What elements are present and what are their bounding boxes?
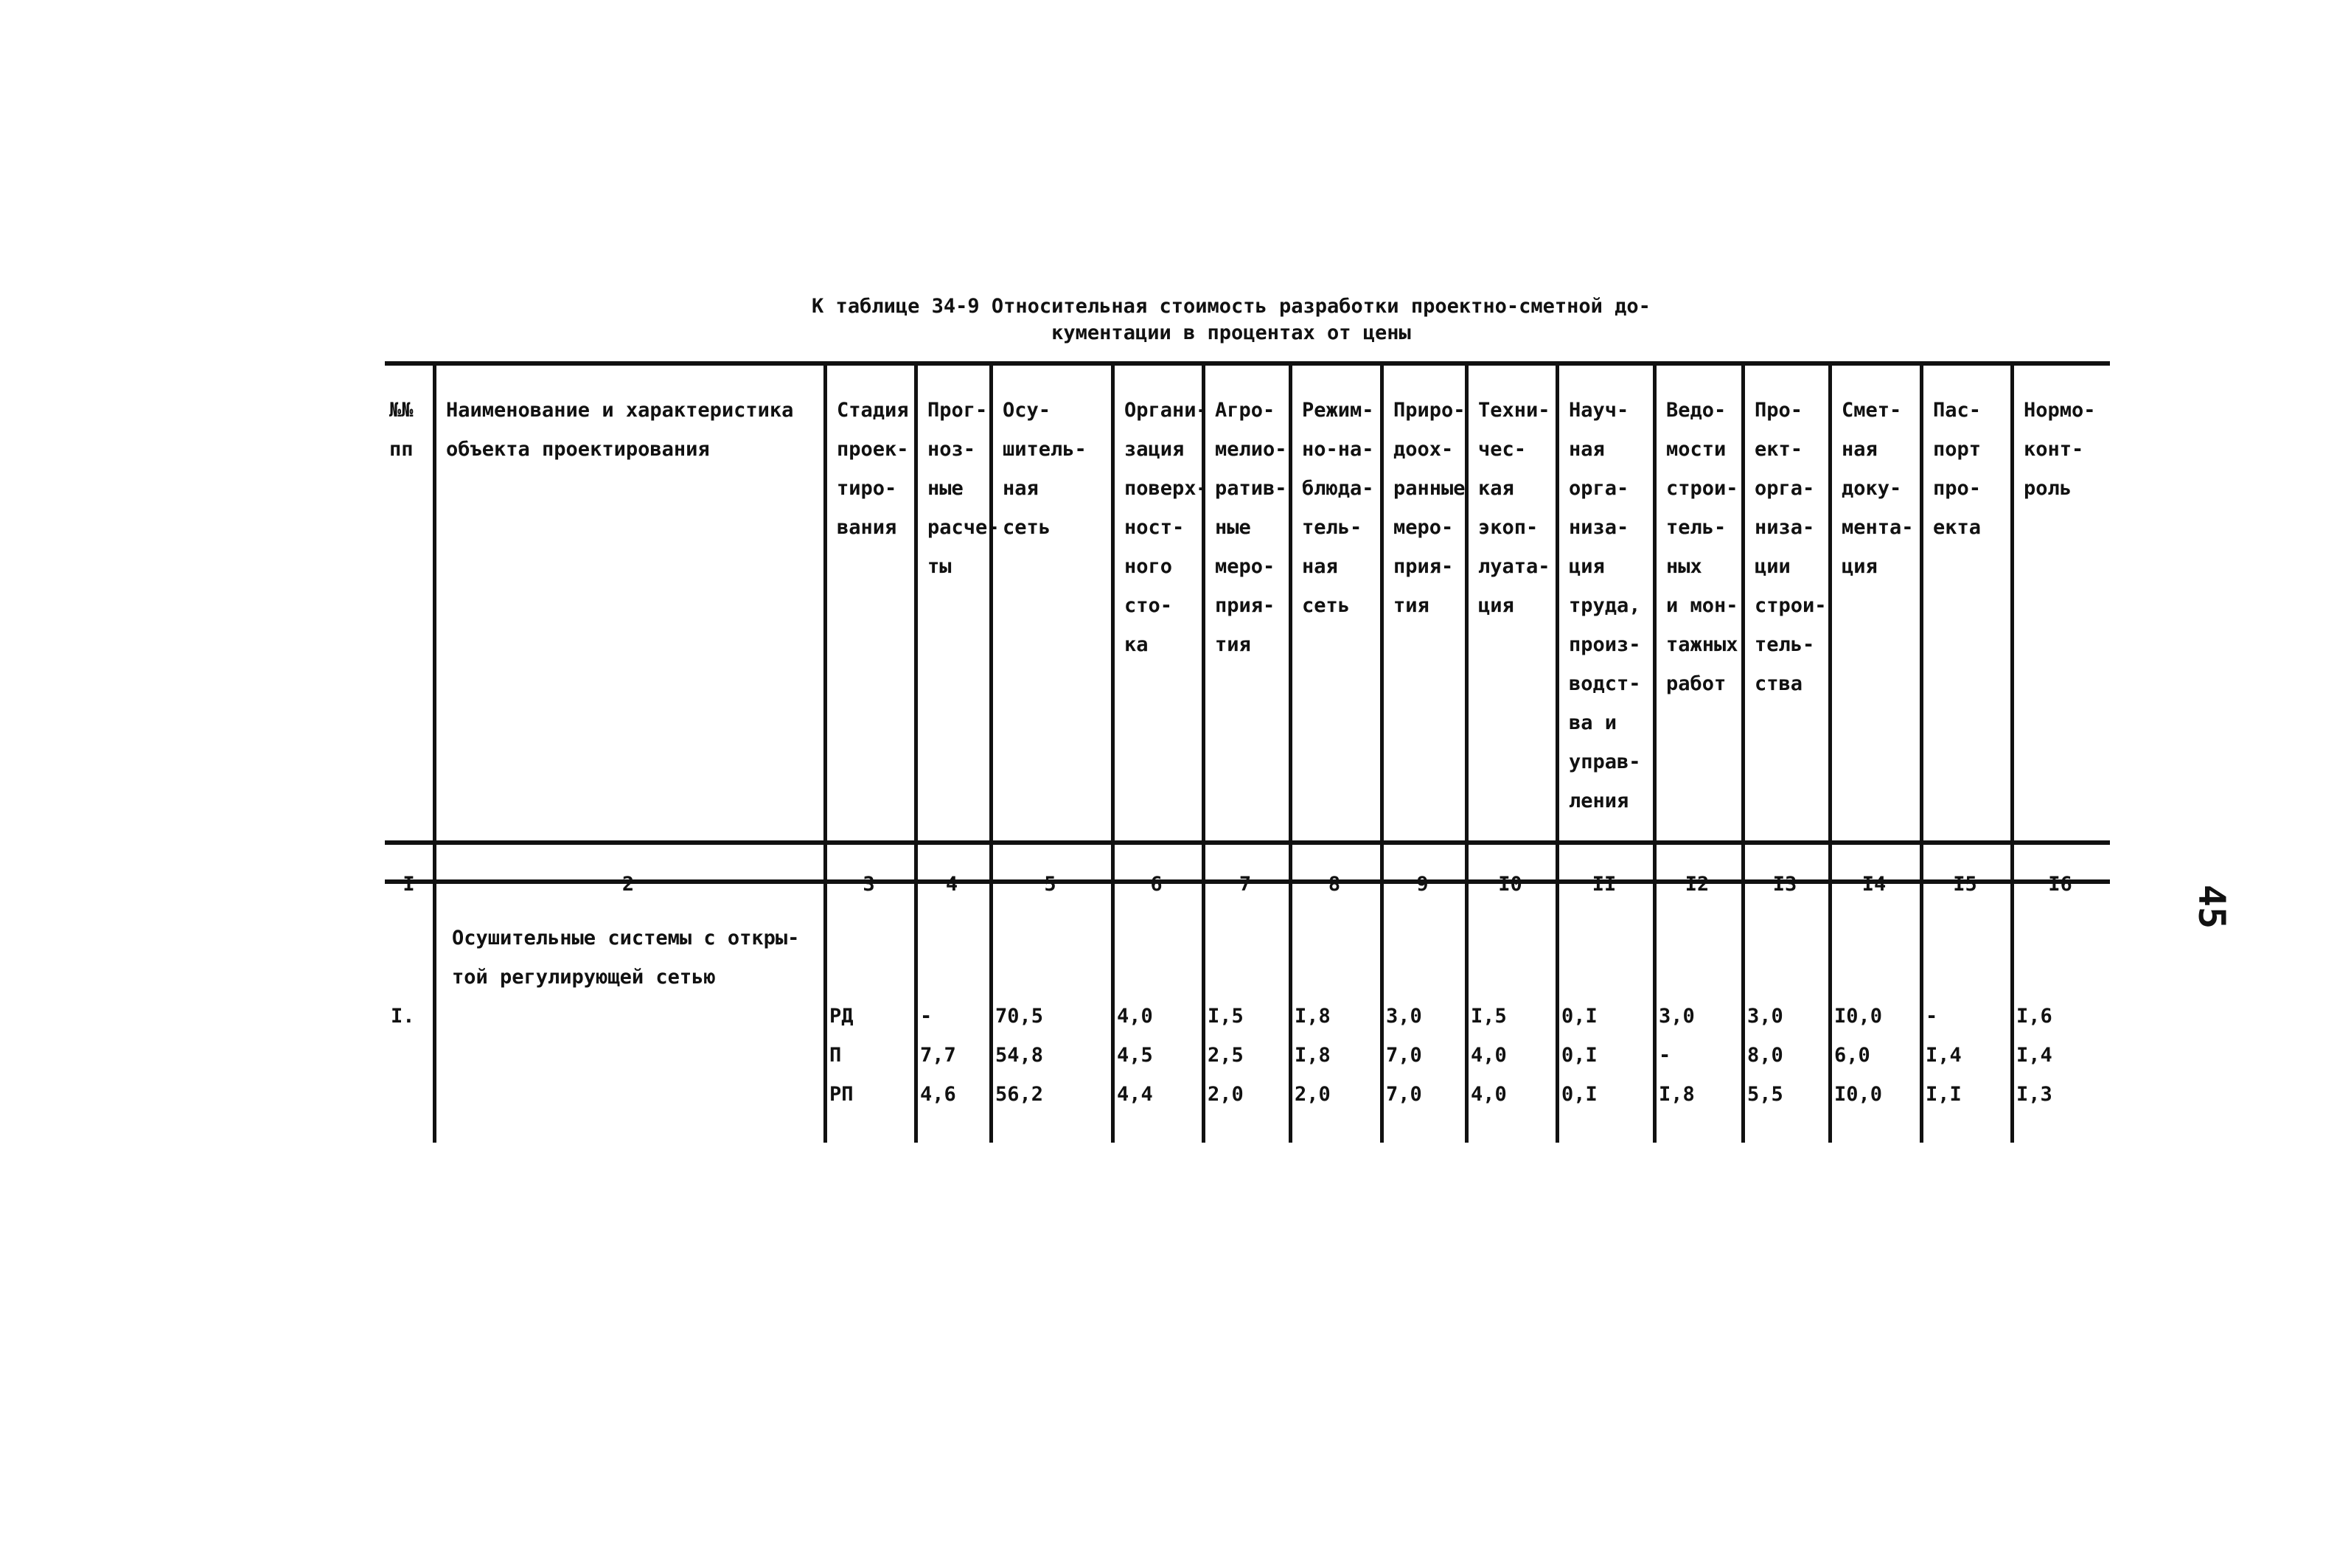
column-header-line: Режим- [1302, 399, 1374, 422]
column-header-5 [989, 361, 1111, 863]
value-cell: I,8 [1295, 1005, 1331, 1028]
column-header-line: блюда- [1302, 477, 1374, 500]
column-header-line: орга- [1755, 477, 1815, 500]
column-header-line: ного [1124, 555, 1173, 578]
value-cell: I,I [1926, 1083, 1962, 1106]
value-cell: 0,I [1561, 1083, 1598, 1106]
column-header-line: тель- [1666, 516, 1727, 539]
column-header-line: ная [1302, 555, 1338, 578]
column-header-line: Наименование и характеристика [446, 399, 794, 422]
value-cell: I,6 [2016, 1005, 2052, 1028]
table-row [385, 1036, 2110, 1075]
value-cell: I,3 [2016, 1083, 2052, 1106]
column-number-cell: I2 [1685, 873, 1710, 896]
table-caption [737, 293, 1725, 346]
column-header-line: зация [1124, 438, 1185, 461]
column-number-cell: I0 [1498, 873, 1522, 896]
column-header-line: Смет- [1842, 399, 1902, 422]
column-header-line: строи- [1666, 477, 1738, 500]
column-header-line: труда, [1569, 594, 1641, 617]
value-cell: 4,4 [1117, 1083, 1153, 1106]
column-header-8 [1289, 361, 1380, 863]
column-header-line: ка [1124, 633, 1149, 656]
column-header-line: мелио- [1215, 438, 1287, 461]
column-header-line: поверх- [1124, 477, 1208, 500]
column-header-line: тажных [1666, 633, 1738, 656]
column-header-line: тель- [1755, 633, 1815, 656]
column-header-10 [1465, 361, 1556, 863]
column-header-line: ект- [1755, 438, 1803, 461]
column-number-cell: I4 [1861, 873, 1887, 896]
column-header-line: ранные [1393, 477, 1466, 500]
row-number-cell: I. [391, 1005, 415, 1028]
column-number-cell: 6 [1150, 873, 1163, 896]
column-header-9 [1380, 361, 1465, 863]
value-cell: I,5 [1208, 1005, 1244, 1028]
column-header-line: Техни- [1478, 399, 1550, 422]
column-header-line: шитель- [1003, 438, 1087, 461]
column-header-line: но-на- [1302, 438, 1374, 461]
value-cell: 0,I [1561, 1005, 1598, 1028]
column-header-line: строи- [1755, 594, 1827, 617]
stage-cell: РП [829, 1083, 854, 1106]
column-header-line: сеть [1003, 516, 1051, 539]
column-header-line: Прог- [927, 399, 988, 422]
value-cell: 4,5 [1117, 1044, 1153, 1067]
column-header-line: Приро- [1393, 399, 1466, 422]
column-header-line: ност- [1124, 516, 1185, 539]
column-header-line: ная [1569, 438, 1605, 461]
column-header-line: прия- [1393, 555, 1454, 578]
column-number-cell: 4 [945, 873, 958, 896]
column-header-line: Стадия [837, 399, 909, 422]
value-cell: 0,I [1561, 1044, 1598, 1067]
column-header-line: Нормо- [2024, 399, 2096, 422]
stage-cell: П [829, 1044, 842, 1067]
column-header-line: пп [389, 438, 414, 461]
value-cell: 6,0 [1834, 1044, 1870, 1067]
column-header-7 [1202, 361, 1289, 863]
value-cell: 2,0 [1295, 1083, 1331, 1106]
column-number-cell: II [1592, 873, 1617, 896]
value-cell: 3,0 [1747, 1005, 1783, 1028]
cost-table [385, 361, 2110, 1114]
column-header-line: ты [927, 555, 952, 578]
column-header-line: №№ [389, 399, 414, 422]
value-cell: 2,5 [1208, 1044, 1244, 1067]
value-cell: 4,0 [1117, 1005, 1153, 1028]
column-header-line: мента- [1842, 516, 1914, 539]
column-header-3 [823, 361, 914, 863]
data-rows [385, 997, 2110, 1114]
value-cell: 70,5 [995, 1005, 1044, 1028]
column-header-13 [1741, 361, 1828, 863]
column-number-cell: 7 [1239, 873, 1252, 896]
column-header-line: проек- [837, 438, 909, 461]
column-header-line: порт [1933, 438, 1982, 461]
column-header-line: ва и [1569, 711, 1617, 734]
column-header-line: чес- [1478, 438, 1527, 461]
column-header-14 [1828, 361, 1920, 863]
column-header-line: Науч- [1569, 399, 1629, 422]
column-header-line: про- [1933, 477, 1982, 500]
value-cell: I0,0 [1834, 1005, 1883, 1028]
column-header-line: вания [837, 516, 897, 539]
column-header-line: ратив- [1215, 477, 1287, 500]
column-header-line: ции [1755, 555, 1791, 578]
value-cell: 3,0 [1659, 1005, 1695, 1028]
column-header-line: Пас- [1933, 399, 1982, 422]
column-header-line: низа- [1755, 516, 1815, 539]
column-header-line: конт- [2024, 438, 2084, 461]
column-header-line: тия [1215, 633, 1251, 656]
value-cell: 8,0 [1747, 1044, 1783, 1067]
caption-line-1: К таблице 34-9 Относительная стоимость разработки проектно-сметной до- [812, 295, 1651, 318]
column-header-4 [914, 361, 1000, 863]
value-cell: 7,7 [920, 1044, 956, 1067]
value-cell: 3,0 [1386, 1005, 1422, 1028]
column-header-line: ная [1842, 438, 1878, 461]
column-header-line: ция [1569, 555, 1605, 578]
section-name-line-2: той регулирующей сетью [452, 966, 716, 989]
column-header-line: ция [1478, 594, 1514, 617]
column-header-line: Про- [1755, 399, 1803, 422]
column-header-12 [1653, 361, 1741, 863]
column-header-line: доох- [1393, 438, 1454, 461]
value-cell: - [920, 1005, 933, 1028]
section-number-cell [385, 907, 433, 997]
column-header-line: водст- [1569, 672, 1641, 695]
column-header-line: произ- [1569, 633, 1641, 656]
value-cell: 56,2 [995, 1083, 1044, 1106]
column-header-16 [2010, 361, 2110, 863]
row-number-cell [385, 1075, 433, 1114]
row-number-cell [385, 1036, 433, 1075]
column-header-line: кая [1478, 477, 1514, 500]
column-header-line: и мон- [1666, 594, 1738, 617]
column-header-line: доку- [1842, 477, 1902, 500]
cost-table-frame [385, 361, 2110, 1143]
row-name-cell [433, 1036, 823, 1075]
section-name-line-1: Осушительные системы с откры- [452, 927, 800, 949]
column-number-cell: 5 [1044, 873, 1056, 896]
column-number-cell: 2 [621, 873, 635, 896]
value-cell: 2,0 [1208, 1083, 1244, 1106]
column-header-line: Ведо- [1666, 399, 1727, 422]
table-row [385, 997, 2110, 1036]
value-cell: - [1659, 1044, 1671, 1067]
stage-cell: РД [829, 1005, 854, 1028]
value-cell: I,4 [2016, 1044, 2052, 1067]
column-number-row [385, 863, 2110, 907]
column-header-line: экоп- [1478, 516, 1539, 539]
column-number-cell: 8 [1328, 873, 1341, 896]
value-cell: - [1926, 1005, 1938, 1028]
column-header-line: управ- [1569, 750, 1641, 773]
row-name-cell [433, 1075, 823, 1114]
column-header-line: прия- [1215, 594, 1275, 617]
column-header-line: объекта проектирования [446, 438, 710, 461]
section-row [385, 907, 2110, 997]
value-cell: 7,0 [1386, 1044, 1422, 1067]
column-header-line: Агро- [1215, 399, 1275, 422]
column-header-line: тель- [1302, 516, 1362, 539]
value-cell: I,5 [1471, 1005, 1507, 1028]
column-number-cell: 9 [1416, 873, 1429, 896]
column-header-line: Органи- [1124, 399, 1208, 422]
value-cell: 5,5 [1747, 1083, 1783, 1106]
column-header-line: тиро- [837, 477, 897, 500]
column-header-11 [1556, 361, 1653, 863]
column-header-line: ная [1003, 477, 1039, 500]
column-header-line: сто- [1124, 594, 1173, 617]
column-header-line: ные [1215, 516, 1251, 539]
column-header-line: роль [2024, 477, 2072, 500]
value-cell: 4,0 [1471, 1044, 1507, 1067]
column-header-line: работ [1666, 672, 1727, 695]
column-header-1 [385, 361, 433, 863]
column-number-cell: I6 [2048, 873, 2072, 896]
column-header-line: ция [1842, 555, 1878, 578]
column-header-line: ных [1666, 555, 1702, 578]
column-number-cell: I5 [1953, 873, 1977, 896]
value-cell: 4,6 [920, 1083, 956, 1106]
value-cell: I0,0 [1834, 1083, 1883, 1106]
value-cell: 54,8 [995, 1044, 1044, 1067]
value-cell: I,8 [1659, 1083, 1695, 1106]
header-row [385, 361, 2110, 863]
section-name-cell [433, 907, 2110, 997]
column-number-cell: I3 [1772, 873, 1797, 896]
column-header-line: сеть [1302, 594, 1351, 617]
column-header-line: расче- [927, 516, 1000, 539]
column-header-line: мости [1666, 438, 1727, 461]
value-cell: 4,0 [1471, 1083, 1507, 1106]
column-header-line: низа- [1569, 516, 1629, 539]
column-header-line: ства [1755, 672, 1803, 695]
column-header-15 [1920, 361, 2010, 863]
value-cell: I,4 [1926, 1044, 1962, 1067]
column-header-line: меро- [1215, 555, 1275, 578]
value-cell: I,8 [1295, 1044, 1331, 1067]
column-header-line: луата- [1478, 555, 1550, 578]
column-header-line: Осу- [1003, 399, 1051, 422]
column-header-line: орга- [1569, 477, 1629, 500]
value-cell: 7,0 [1386, 1083, 1422, 1106]
column-header-line: екта [1933, 516, 1982, 539]
column-header-line: тия [1393, 594, 1429, 617]
page-number: 45 [2190, 884, 2233, 930]
column-header-6 [1111, 361, 1208, 863]
column-header-line: ноз- [927, 438, 976, 461]
row-name-cell [433, 997, 823, 1036]
table-row [385, 1075, 2110, 1114]
column-header-line: меро- [1393, 516, 1454, 539]
column-header-2 [433, 361, 823, 863]
caption-line-2: кументации в процентах от цены [1051, 321, 1411, 344]
column-number-cell: I [403, 873, 415, 896]
column-number-cell: 3 [863, 873, 875, 896]
column-header-line: ные [927, 477, 964, 500]
column-header-line: ления [1569, 790, 1629, 812]
